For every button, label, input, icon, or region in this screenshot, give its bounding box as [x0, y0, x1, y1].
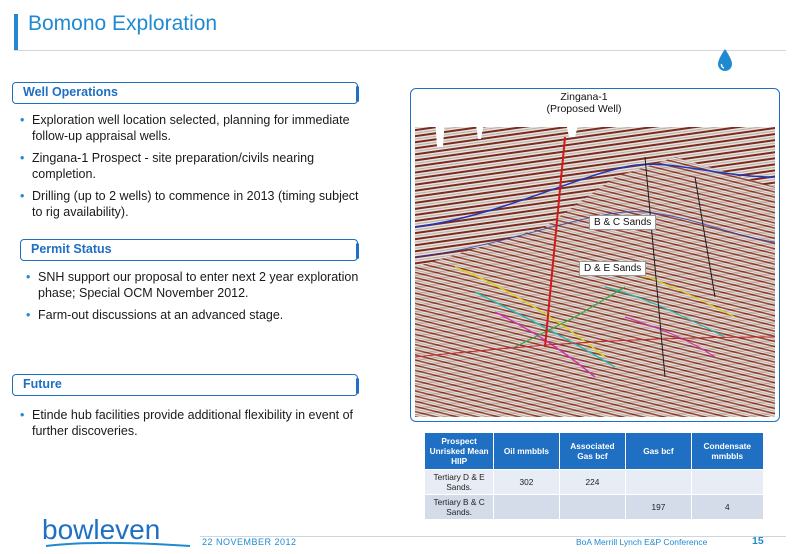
future-list — [20, 408, 365, 446]
table-header-row — [425, 433, 764, 470]
column-header: Associated Gas bcf — [559, 433, 626, 470]
title-divider — [14, 50, 786, 51]
footer-conference: BoA Merrill Lynch E&P Conference — [576, 537, 708, 547]
list-item: • Exploration well location selected, planning for immediate follow-up appraisal wells. — [20, 113, 365, 144]
table-cell — [494, 495, 559, 520]
future-heading: Future — [12, 374, 358, 396]
permit-status-heading: Permit Status — [20, 239, 358, 261]
table-cell: 197 — [626, 495, 691, 520]
table-cell — [626, 470, 691, 495]
table-cell: 4 — [691, 495, 763, 520]
well-status: (Proposed Well) — [546, 103, 622, 115]
table-cell: Tertiary D & E Sands. — [425, 470, 494, 495]
bowleven-logo-icon — [40, 512, 196, 548]
table-cell — [559, 495, 626, 520]
well-operations-heading: Well Operations — [12, 82, 358, 104]
footer-date: 22 NOVEMBER 2012 — [202, 537, 297, 547]
list-item: • Etinde hub facilities provide additional flexibility in event of further discoveries. — [20, 408, 365, 439]
bc-sands-label: B & C Sands — [589, 215, 656, 230]
list-item: • Zingana-1 Prospect - site preparation/civils nearing completion. — [20, 151, 365, 182]
list-item: • Drilling (up to 2 wells) to commence in 2013 (timing subject to rig availability). — [20, 189, 365, 220]
svg-text:bowleven: bowleven — [42, 514, 161, 545]
company-logo — [40, 512, 196, 548]
column-header: Oil mmbbls — [494, 433, 559, 470]
de-sands-label: D & E Sands — [579, 261, 646, 276]
page-title: Bomono Exploration — [28, 12, 218, 35]
prospect-table — [424, 432, 764, 520]
column-header: Condensate mmbbls — [691, 433, 763, 470]
list-item: • SNH support our proposal to enter next 2 year exploration phase; Special OCM November 2012. — [26, 270, 366, 301]
column-header: Gas bcf — [626, 433, 691, 470]
well-label — [539, 91, 629, 115]
table-cell: Tertiary B & C Sands. — [425, 495, 494, 520]
seismic-section-panel — [410, 88, 780, 422]
table-cell: 302 — [494, 470, 559, 495]
well-name: Zingana-1 — [560, 91, 608, 103]
list-item: • Farm-out discussions at an advanced stage. — [26, 308, 366, 324]
table-cell: 224 — [559, 470, 626, 495]
page-number: 15 — [752, 535, 764, 547]
table-row — [425, 470, 764, 495]
well-operations-list — [20, 113, 365, 227]
table-cell — [691, 470, 763, 495]
column-header: Prospect Unrisked Mean HIIP — [425, 433, 494, 470]
title-accent-bar — [14, 14, 18, 50]
table-row — [425, 495, 764, 520]
permit-status-list — [26, 270, 366, 331]
water-drop-icon — [716, 48, 734, 74]
